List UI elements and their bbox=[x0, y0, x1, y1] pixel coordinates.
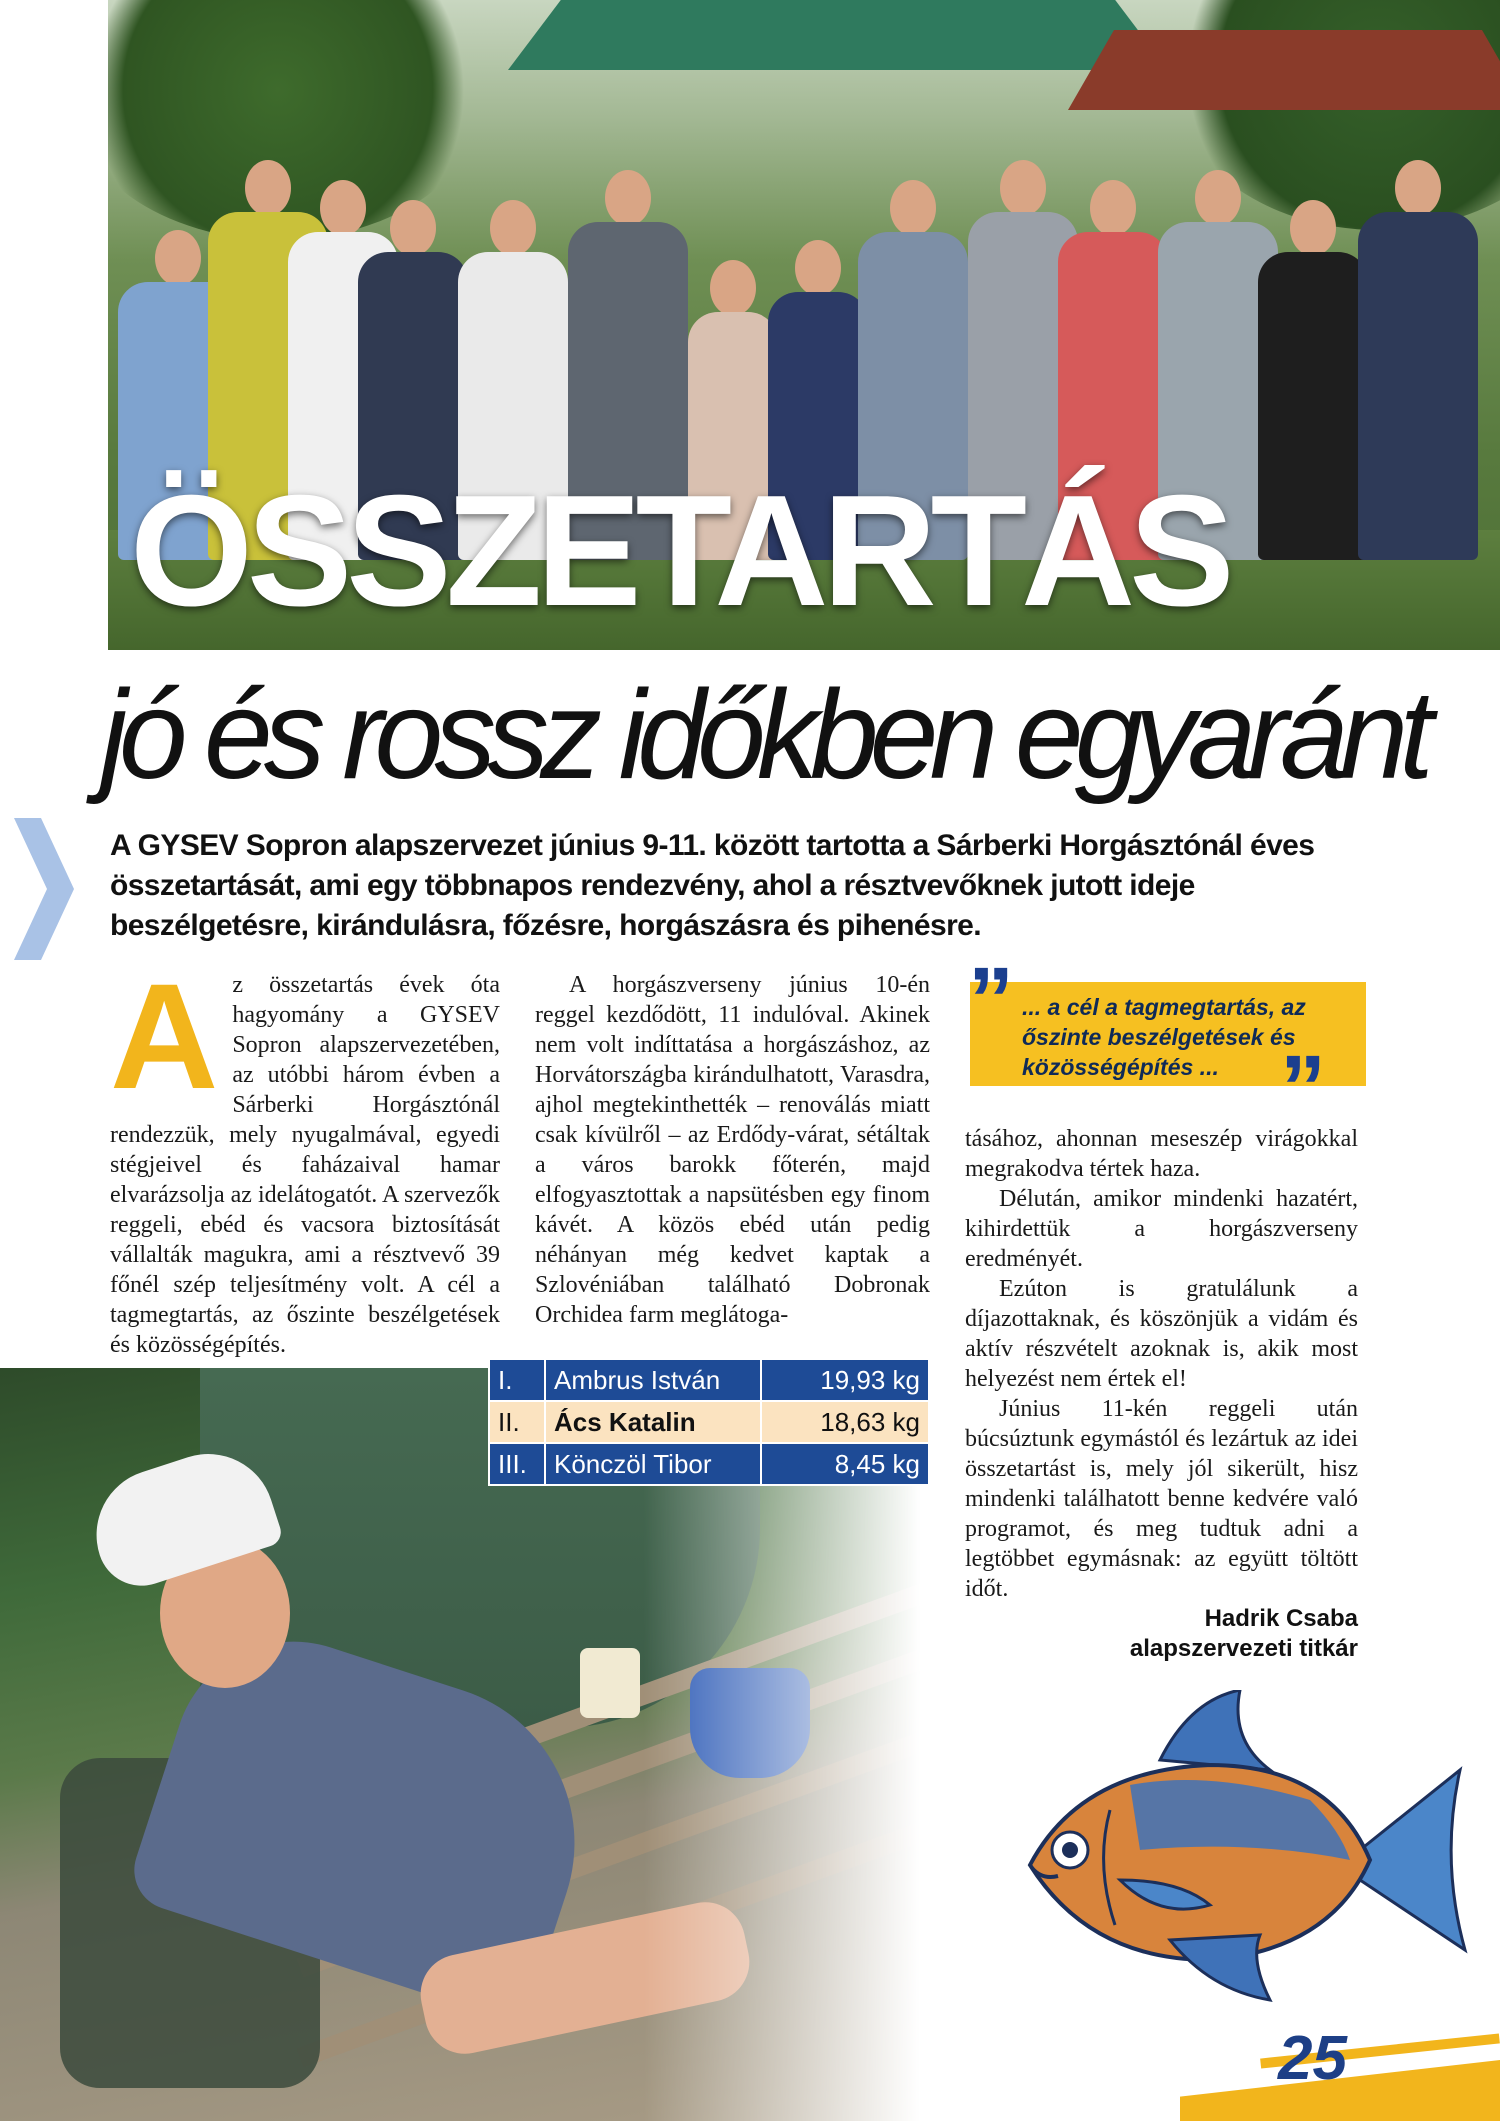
pull-quote bbox=[968, 949, 1366, 1139]
article-column-1 bbox=[110, 952, 500, 1360]
result-value: 19,93 kg bbox=[761, 1359, 929, 1401]
pull-quote-text: ... a cél a tagmegtartás, az őszinte beszélgetések és közösségépítés ... bbox=[1022, 994, 1306, 1080]
article-column-3 bbox=[965, 1124, 1358, 1604]
table-row bbox=[489, 1401, 929, 1443]
table-row bbox=[489, 1359, 929, 1401]
column-3-paragraph: Délután, amikor mindenki hazatért, kihirdettük a horgászverseny eredményét. bbox=[965, 1186, 1358, 1272]
photo-person bbox=[1258, 200, 1368, 560]
lead-paragraph: A GYSEV Sopron alapszervezet június 9-11. között tartotta a Sárberki Horgásztónál éves összetartását, ami egy többnapos rendezvény, ahol a résztvevőknek jutott ideje beszélgetésre, kirándulásra, főzésre, horgászásra és pihenésre. bbox=[110, 829, 1315, 942]
result-name: Ambrus István bbox=[545, 1359, 761, 1401]
photo-tent bbox=[508, 0, 1168, 70]
chevron-decoration bbox=[14, 818, 74, 960]
page-number: 25 bbox=[1278, 2024, 1347, 2093]
quote-open-icon: ” bbox=[968, 949, 1014, 1051]
result-name: Ács Katalin bbox=[545, 1401, 761, 1443]
author-signature bbox=[1130, 1604, 1358, 1664]
headline-title: ÖSSZETARTÁS bbox=[130, 463, 1229, 639]
photo-person bbox=[1358, 160, 1478, 560]
results-table bbox=[488, 1358, 930, 1486]
column-3-paragraph: Ezúton is gratulálunk a díjazottaknak, és köszönjük a vidám és aktív részvételt azoknak is, akik most helyezést nem értek el! bbox=[965, 1276, 1358, 1392]
result-value: 18,63 kg bbox=[761, 1401, 929, 1443]
photo-bucket bbox=[690, 1668, 810, 1778]
article-column-2 bbox=[535, 970, 930, 1330]
result-name: Könczöl Tibor bbox=[545, 1443, 761, 1485]
table-row bbox=[489, 1443, 929, 1485]
headline-subtitle: jó és rossz időkben egyaránt bbox=[100, 664, 1425, 805]
author-name: Hadrik Csaba bbox=[1204, 1605, 1358, 1632]
author-role: alapszervezeti titkár bbox=[1129, 1635, 1358, 1662]
drop-cap: A bbox=[110, 952, 219, 1120]
result-value: 8,45 kg bbox=[761, 1443, 929, 1485]
photo-bait-cup bbox=[580, 1648, 640, 1718]
result-rank: II. bbox=[489, 1401, 545, 1443]
result-rank: III. bbox=[489, 1443, 545, 1485]
quote-close-icon: ” bbox=[1280, 1037, 1326, 1139]
column-3-paragraph: Június 11-kén reggeli után búcsúztunk egymástól és lezártuk az idei összetartást is, mely jól sikerült, hisz mindenki találhatott benne kedvére való programot, és meg tudtuk adni a legtöbbet egymásnak: az együtt töltött időt. bbox=[965, 1396, 1358, 1602]
column-2-text: A horgászverseny június 10-én reggel kezdődött, 11 indulóval. Akinek nem volt indíttatása a horgászáshoz, az Horvátországba kirándulhatott, Varasdra, ajhol megtekinthették – renoválás miatt csak kívülről – az Erdődy-várat, sétáltak a város barokk főterén, majd elfogyasztottak a napsütésben egy finom kávét. A közös ebéd után pedig néhányan még kedvet kaptak a Szlovéniában található Dobronak Orchidea farm meglátoga- bbox=[535, 972, 930, 1328]
column-3-paragraph: tásához, ahonnan meseszép virágokkal megrakodva tértek haza. bbox=[965, 1126, 1358, 1182]
fish-illustration bbox=[1010, 1690, 1470, 2020]
column-1-text: z összetartás évek óta hagyomány a GYSEV Sopron alapszervezetében, az utóbbi három évben a Sárberki Horgásztónál rendezzük, mely nyugalmával, egyedi stégjeivel és faházaival hamar elvarázsolja az idelátogatót. A szervezők reggeli, ebéd és vacsora biztosítását vállalták magukra, ami a résztvevő 39 főnél szép teljesítmény volt. A cél a tagmegtartás, az őszinte beszélgetések és közösségépítés. bbox=[110, 972, 500, 1358]
result-rank: I. bbox=[489, 1359, 545, 1401]
